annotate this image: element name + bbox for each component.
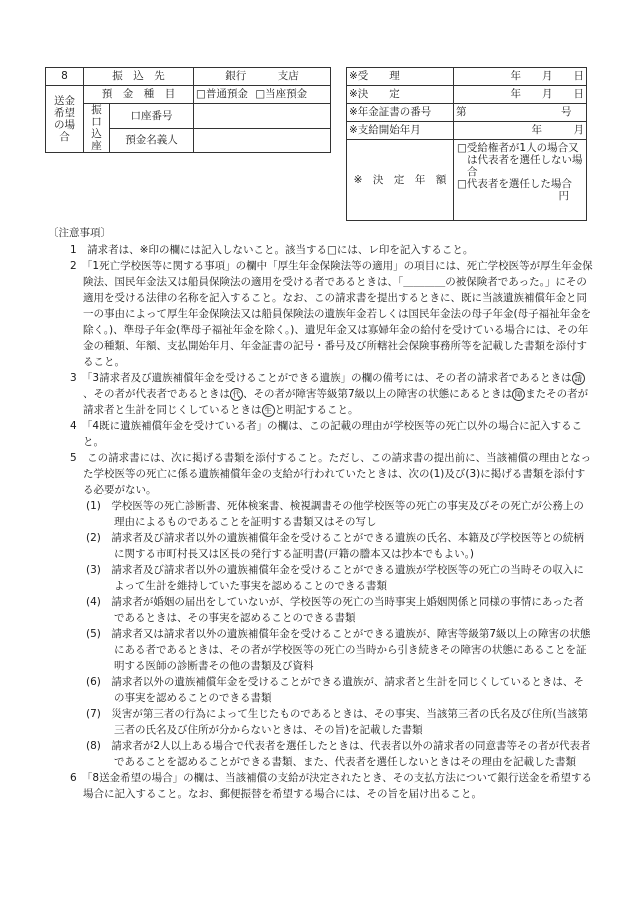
note-3-text-b: 、その者が代表者であるときは [83, 388, 230, 400]
single-recipient-option: □受給権者が1人の場合又は代表者を選任しない場合 [457, 142, 583, 179]
note-3-text-a: 3 「3請求者及び遺族補償年金を受けることができる遺族」の欄の備考には、その者の請求者であるときは [70, 372, 572, 384]
note-5-sub-2: (2) 請求者及び請求者以外の遺族補償年金を受けることができる遺族の氏名、本籍及び学校医等との続柄に関する市町村長又は区長の発行する証明書(戸籍の謄本又は抄本でもよい。) [86, 532, 584, 560]
note-3-text-d: またその者が請求者と生計を同じくしているときは [83, 388, 589, 416]
current-deposit-checkbox[interactable]: □当座預金 [255, 88, 308, 101]
note-5-sub-5: (5) 請求者又は請求者以外の遺族補償年金を受けることができる遺族が、障害等級第7級以上の障害の状態にある者であるときは、その者が学校医等の死亡の当時から引き続きその障害の状態にあることを証明する医師の診断書その他の書類及び資料 [86, 628, 591, 672]
transfer-account-label: 振口込座 [84, 104, 110, 153]
account-number-label: 口座番号 [110, 104, 194, 129]
notes-section [48, 225, 593, 802]
account-type-options[interactable] [194, 86, 331, 104]
note-1: 1 請求者は、※印の欄には記入しないこと。該当する□には、レ印を記入すること。 [70, 244, 474, 256]
decision-label: ※決 定 [347, 86, 454, 104]
received-label: ※受 理 [347, 68, 454, 86]
certificate-number: 第 号 [454, 104, 587, 122]
note-5-sub-8: (8) 請求者が2人以上ある場合で代表者を選任したときは、代表者以外の請求者の同意書等その者が代表者であることを認めることができる書類、また、代表者を選任しないときはその理由を記載した書類 [86, 740, 591, 768]
note-3-text-c: 、その者が障害等級第7級以上の障害の状態にあるときは [243, 388, 513, 400]
bank-branch-field[interactable]: 銀行 支店 [194, 68, 331, 86]
office-table [346, 67, 587, 221]
circle-marker-claimant: 請 [572, 372, 585, 385]
yen-unit: 円 [558, 190, 569, 203]
section-number: 8 [46, 68, 84, 86]
note-3 [70, 370, 593, 418]
notes-title: 〔注意事項〕 [48, 227, 111, 239]
payment-start-label: ※支給開始年月 [347, 122, 454, 140]
account-number-field[interactable] [194, 104, 331, 129]
note-5-sub-4: (4) 請求者が婚姻の届出をしていないが、学校医等の死亡の当時事実上婚姻関係と同様の事情にあった者であるときは、その事実を認めることのできる書類 [86, 596, 584, 624]
received-date: 年 月 日 [454, 68, 587, 86]
certificate-number-label: ※年金証書の番号 [347, 104, 454, 122]
note-5-sub-7: (7) 災害が第三者の行為によって生じたものであるときは、その事実、当該第三者の氏名及び住所(当該第三者の氏名及び住所が分からないときは、その旨)を記載した書類 [86, 708, 588, 736]
circle-marker-representative: 代 [230, 388, 243, 401]
circle-marker-disability: 障 [512, 388, 525, 401]
remit-table [45, 67, 331, 153]
remit-side-label: 送金希望の場合 [46, 86, 84, 153]
annual-amount-options [454, 140, 587, 221]
note-3-text-e: と明記すること。 [274, 404, 359, 416]
account-holder-field[interactable] [194, 128, 331, 153]
payment-start: 年 月 [454, 122, 587, 140]
note-2: 2 「1死亡学校医等に関する事項」の欄中「厚生年金保険法等の適用」の項目には、死亡学校医等が厚生年金保険法、国民年金法又は船員保険法の適用を受ける者であるときは、「＿＿＿＿の被保険者であった。」にその適用を受ける法律の名称を記入すること。なお、この請求書を提出するときに、既に当該遺族補償年金と同一の事由によって厚生年金保険法又は船員保険法の遺族年金若しくは国民年金法の母子年金(母子福祉年金を除く。)、準母子年金(準母子福祉年金を除く。)、遺児年金又は寡婦年金の給付を受けている場合には、その年金の種類、年額、支払開始年月、年金証書の記号・番号及び所轄社会保険事務所等を記載した書類を添付すること。 [70, 260, 593, 368]
annual-amount-label: ※ 決 定 年 額 [347, 140, 454, 221]
account-holder-label: 預金名義人 [110, 128, 194, 153]
circle-marker-livelihood: 生 [262, 404, 275, 417]
representative-option: □代表者を選任した場合 [457, 178, 572, 191]
decision-date: 年 月 日 [454, 86, 587, 104]
note-5: 5 この請求書には、次に掲げる書類を添付すること。ただし、この請求書の提出前に、当該補償の理由となった学校医等の死亡に係る遺族補償年金の支給が行われていたときは、次の(1)及び(3)に掲げる書類を添付する必要がない。 [70, 452, 592, 496]
note-4: 4 「4既に遺族補償年金を受けている者」の欄は、この記載の理由が学校医等の死亡以外の場合に記入すること。 [70, 420, 583, 448]
note-5-sub-3: (3) 請求者及び請求者以外の遺族補償年金を受けることができる遺族が学校医等の死亡の当時その収入によって生計を維持していた事実を認めることのできる書類 [86, 564, 584, 592]
note-5-sub-1: (1) 学校医等の死亡診断書、死体検案書、検視調書その他学校医等の死亡の事実及びその死亡が公務上の理由によるものであることを証明する書類又はその写し [86, 500, 584, 528]
note-6: 6 「8送金希望の場合」の欄は、当該補償の支給が決定されたとき、その支払方法について銀行送金を希望する場合に記入すること。なお、郵便振替を希望する場合には、その旨を届け出ること。 [70, 772, 592, 800]
note-5-sub-6: (6) 請求者以外の遺族補償年金を受けることができる遺族が、請求者と生計を同じくしているときは、その事実を認めることのできる書類 [86, 676, 584, 704]
payee-label: 振 込 先 [84, 68, 194, 86]
account-type-label: 預 金 種 目 [84, 86, 194, 104]
ordinary-deposit-checkbox[interactable]: □普通預金 [196, 88, 248, 101]
